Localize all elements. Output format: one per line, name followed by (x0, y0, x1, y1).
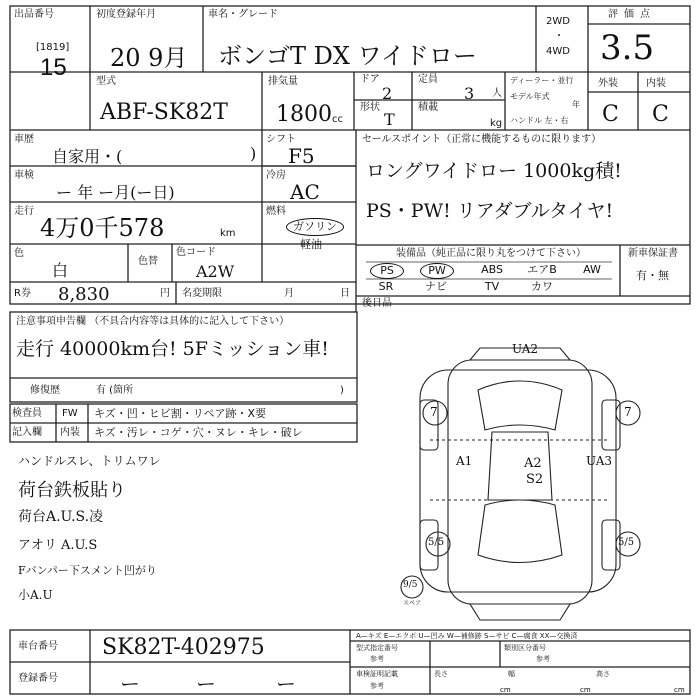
equip-aw: AW (583, 263, 601, 276)
model-value: ABF-SK82T (100, 100, 228, 125)
mileage-label: 走行 (14, 206, 34, 217)
sales-line-2: PS・PW! リアダブルタイヤ! (366, 200, 614, 222)
reg-mark: ー (120, 672, 140, 696)
remark-line: Fバンパー下スメント凹がり (18, 564, 157, 577)
mark-a1: A1 (456, 454, 473, 468)
lot-label: 出品番号 (14, 9, 54, 20)
fw-codes: キズ・凹・ヒビ割・リペア跡・X要 (94, 407, 267, 420)
mark-a2: A2 (524, 456, 542, 471)
height-label: 高さ (596, 670, 610, 678)
car-body-diagram (401, 348, 640, 620)
notes-label: 注意事項申告欄 （不具合内容等は具体的に記入して下さい） (16, 316, 290, 327)
displacement-value: 1800 (276, 102, 332, 127)
equip-navi: ナビ (425, 280, 447, 293)
equipment-label: 装備品（純正品に限り丸をつけて下さい） (396, 248, 586, 259)
type-cert-label: 型式指定番号 (356, 644, 398, 652)
equip-tv: TV (484, 280, 500, 293)
reg-label: 登録番号 (18, 673, 58, 684)
mark-ua2: UA2 (512, 342, 539, 356)
displacement-label: 排気量 (268, 76, 298, 87)
warranty-label: 新車保証書 (628, 248, 678, 259)
fw-label: FW (62, 408, 78, 419)
dealer-label: ディーラー・並行 (510, 76, 574, 85)
damage-legend: A—キズ E—エクボ U—凹み W—補修跡 S—サビ C—腐食 XX—交換済 (356, 632, 578, 640)
doors-label: ドア (360, 74, 380, 85)
inspector-label-1: 検査員 (12, 408, 42, 419)
aircon-value: AC (290, 180, 320, 204)
height-unit: cm (674, 686, 685, 694)
ledger-value: 参考 (370, 682, 384, 690)
remark-line: ハンドルスレ、トリムワレ (18, 454, 161, 468)
tire-mark-fr: 7 (624, 405, 632, 419)
year-suffix: 年 (572, 100, 580, 109)
model-label: 型式 (96, 76, 116, 87)
handle-label: ハンドル 左・右 (510, 116, 569, 125)
color-code-value: A2W (196, 262, 235, 281)
width-label: 幅 (508, 670, 515, 678)
interior-codes: キズ・汚レ・コゲ・穴・ヌレ・キレ・破レ (94, 426, 303, 439)
equip-abs: ABS (481, 263, 503, 276)
interior-grade: C (652, 102, 669, 127)
sales-line-1: ロングワイドロー 1000kg積! (366, 160, 622, 182)
capacity-label: 定員 (418, 74, 438, 85)
history-value: 自家用・( (52, 147, 123, 166)
warranty-value: 有・無 (636, 269, 669, 282)
tire-mark-rr: 5/5 (618, 537, 635, 548)
load-unit: kg (490, 118, 503, 129)
equip-pw: PW (420, 263, 454, 279)
remark-line: 小A.U (18, 588, 53, 602)
fuel-alt: 軽油 (300, 238, 322, 251)
recycle-label: R券 (14, 288, 31, 299)
first-reg-label: 初度登録年月 (96, 9, 156, 20)
spare-label: スペア (403, 600, 422, 607)
exterior-label: 外装 (598, 78, 618, 89)
width-unit: cm (580, 686, 591, 694)
chassis-label: 車台番号 (18, 641, 58, 652)
tire-mark-spare: 9/5 (403, 580, 418, 590)
lot-number: 15 (40, 54, 67, 81)
remark-line: 荷台A.U.S.凌 (18, 509, 104, 525)
remark-line: 荷台鉄板貼り (18, 480, 126, 501)
displacement-unit: cc (332, 114, 343, 125)
capacity-unit: 人 (492, 88, 502, 99)
capacity-value: 3 (464, 84, 475, 103)
reg-mark: ー (276, 672, 296, 696)
equip-airbag: エアB (527, 263, 557, 276)
tire-mark-fl: 7 (430, 405, 438, 419)
sales-label: セールスポイント（正常に機能するものに限ります） (362, 134, 602, 145)
color-label: 色 (14, 248, 24, 259)
drive-4wd: 4WD (546, 46, 570, 57)
ledger-label: 車検証明記載 (356, 670, 398, 678)
title-change-label: 名変期限 (182, 288, 222, 299)
equip-sr: SR (378, 280, 394, 293)
color-change-label: 色替 (138, 256, 158, 267)
class-value: 参考 (536, 655, 550, 663)
first-reg-value: 20 9月 (110, 44, 188, 72)
equip-leather: カワ (531, 280, 553, 293)
interior-label: 内装 (646, 78, 666, 89)
remark-line: アオリ A.U.S (18, 538, 98, 553)
type-cert-value: 参考 (370, 655, 384, 663)
month-label: 月 (284, 288, 294, 299)
recycle-unit: 円 (160, 288, 170, 299)
length-unit: cm (500, 686, 511, 694)
rating-label: 評価点 (608, 9, 656, 20)
history-label: 車歴 (14, 134, 34, 145)
inspection-value: ー 年 ー月(ー日) (56, 183, 175, 202)
color-code-label: 色コード (176, 247, 216, 258)
shape-label: 形状 (360, 102, 380, 113)
mileage-unit: km (220, 228, 236, 239)
shift-label: シフト (266, 134, 296, 145)
lot-code: [1819] (36, 42, 70, 53)
doors-value: 2 (382, 84, 393, 103)
history-close: ) (250, 144, 257, 163)
rating-value: 3.5 (600, 28, 655, 68)
shift-value: F5 (288, 144, 315, 168)
equip-ps: PS (370, 263, 404, 279)
model-year-label: モデル年式 (510, 92, 550, 101)
load-label: 積載 (418, 102, 438, 113)
mileage-value: 4万0千578 (40, 214, 165, 242)
drive-2wd: 2WD (546, 16, 570, 27)
day-label: 日 (340, 288, 350, 299)
repair-value: 有 (箇所 (96, 385, 134, 396)
delivery-label: 後日品 (362, 298, 392, 309)
class-label: 類別区分番号 (504, 644, 546, 652)
length-label: 長さ (434, 670, 448, 678)
drive-dot: ・ (554, 31, 564, 42)
interior-tag: 内装 (60, 427, 80, 438)
notes-handwritten: 走行 40000km台! 5Fミッション車! (16, 338, 329, 360)
exterior-grade: C (602, 102, 619, 127)
reg-mark: ー (196, 672, 216, 696)
fuel-label: 燃料 (266, 206, 286, 217)
tire-mark-rl: 5/5 (428, 537, 445, 548)
remarks-list (18, 452, 358, 610)
aircon-label: 冷房 (266, 170, 286, 181)
mark-ua3: UA3 (586, 454, 613, 468)
repair-close: ) (340, 385, 344, 396)
fuel-value: ガソリン (286, 218, 344, 236)
color-value: 白 (52, 261, 69, 280)
shape-value: T (384, 110, 395, 129)
name-grade-label: 車名・グレード (208, 9, 278, 20)
chassis-value: SK82T-402975 (102, 635, 265, 660)
inspector-label-2: 記入欄 (12, 427, 42, 438)
recycle-value: 8,830 (58, 284, 110, 305)
mark-s2: S2 (526, 472, 544, 487)
name-grade-value: ボンゴT DX ワイドロー (218, 42, 477, 70)
inspection-label: 車検 (14, 170, 34, 181)
repair-label: 修復歴 (30, 385, 60, 396)
